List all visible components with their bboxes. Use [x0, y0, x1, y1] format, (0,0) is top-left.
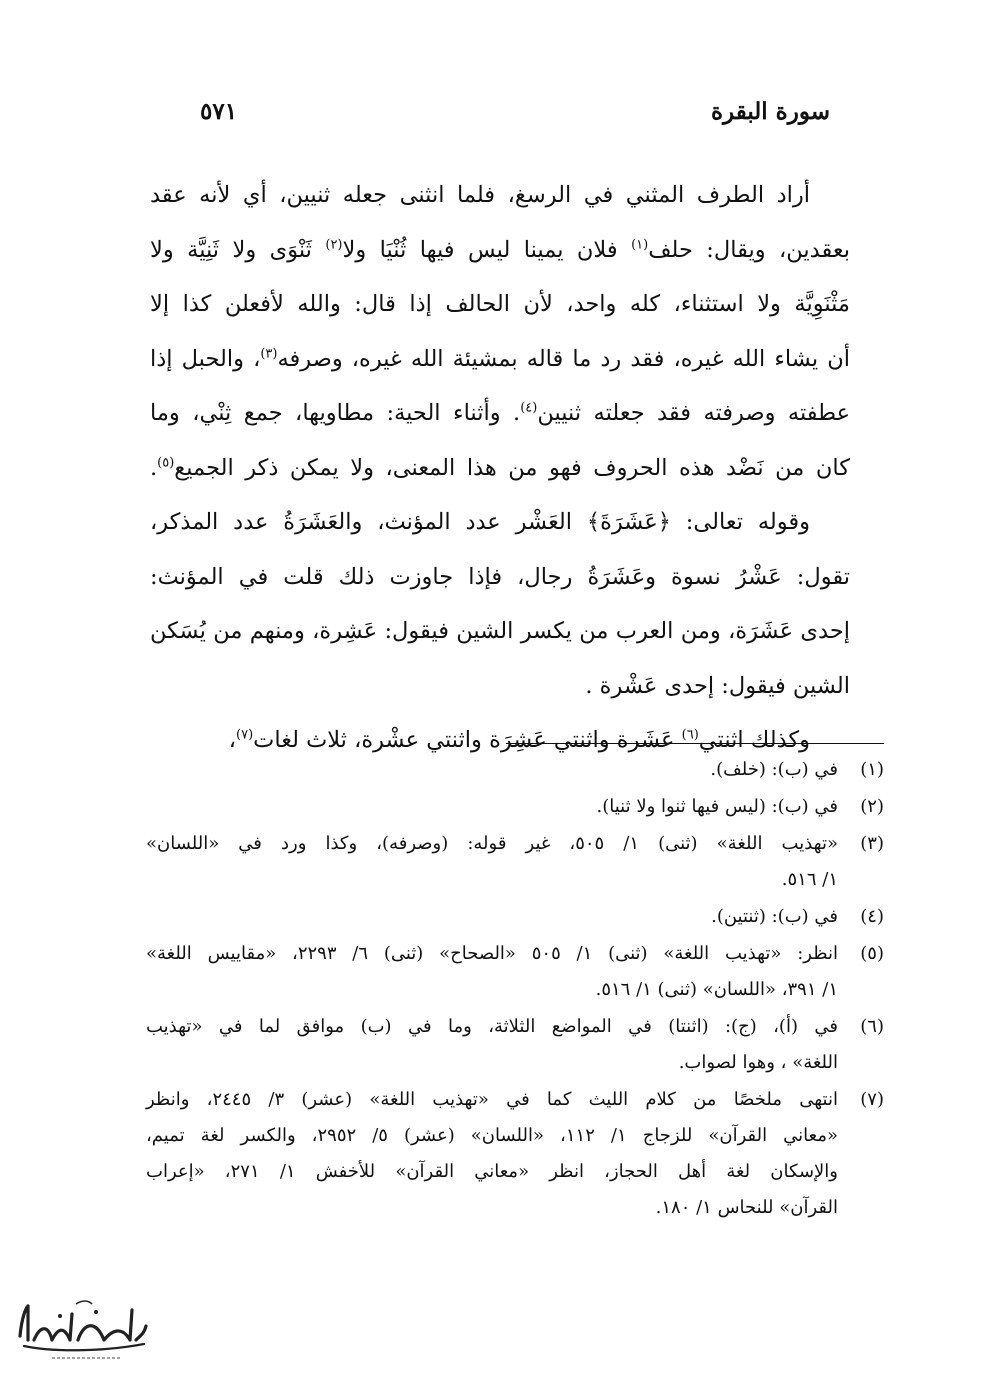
footnote-text: ١/ ٥١٦.	[781, 869, 838, 890]
footnote	[146, 789, 884, 825]
footnote	[146, 752, 884, 788]
footnote-number: (٣)	[860, 833, 884, 854]
footnote-number: (٢)	[860, 796, 884, 817]
footnote-number: (٦)	[860, 1016, 884, 1037]
text-line: عطفته وصرفته فقد جعلته ثنيين$^{(٤)}$. وأثناء الحية: مطاويها، جمع ثِنْي، وما	[150, 400, 850, 426]
footnote-text: اللغة» ، وهوا لصواب.	[678, 1052, 838, 1073]
surah-title: سورة البقرة	[710, 98, 830, 125]
footnote-marker: (٧)	[236, 727, 254, 743]
footnote-text: في (ب): (ليس فيها ثنوا ولا ثنيا).	[596, 796, 838, 817]
footnote-text: انتهى ملخصًا من كلام الليث كما في «تهذيب اللغة» (عشر) ٣/ ٢٤٤٥، وانظر	[146, 1089, 838, 1110]
text-line: الشين فيقول: إحدى عَشْرة .	[585, 672, 850, 699]
text-line: مَثْنَوِيَّة ولا استثناء، كله واحد، لأن الحالف إذا قال: والله لأفعلن كذا إلا	[150, 291, 850, 317]
footnote-text: القرآن» للنحاس ١/ ١٨٠.	[655, 1197, 838, 1218]
page-header	[200, 98, 830, 138]
page-number: ٥٧١	[200, 98, 238, 125]
text-line: أن يشاء الله غيره، فقد رد ما قاله بمشيئة الله غيره، وصرفه$^{(٣)}$، والحبل إذا	[150, 345, 850, 372]
main-text	[150, 168, 850, 768]
footnote	[146, 899, 884, 935]
footnote-marker: (٣)	[260, 346, 278, 361]
publisher-logo	[12, 1296, 152, 1366]
footnote-marker: (٦)	[681, 727, 699, 743]
footnote	[146, 826, 884, 898]
text-line: وكذلك اثنتي$^{(٦)}$ عَشَرة واثنتي عَشِرَة واثنتي عشْرة، ثلاث لغات$^{(٧)}$،	[228, 727, 810, 753]
footnote-text: في (أ)، (ج): (اثنتا) في المواضع الثلاثة، وما في (ب) موافق لما في «تهذيب	[146, 1016, 838, 1037]
footnote-marker: (٤)	[520, 400, 538, 416]
footnote-text: في (ب): (ثنتين).	[711, 906, 838, 927]
footnote	[146, 1009, 884, 1081]
text-line: تقول: عَشْرُ نسوة وعَشَرَةُ رجال، فإذا جاوزت ذلك قلت في المؤنث:	[150, 563, 850, 590]
footnote-number: (٥)	[860, 943, 884, 964]
footnote-number: (٤)	[860, 906, 884, 927]
footnote-separator	[506, 743, 884, 744]
footnote-marker: (١)	[631, 237, 649, 252]
text-line: أراد الطرف المثني في الرسغ، فلما انثنى جعله ثنيين، أي لأنه عقد	[150, 182, 810, 208]
text-line: وقوله تعالى: ﴿عَشَرَةَ﴾ العَشْر عدد المؤنث، والعَشَرَةُ عدد المذكر،	[150, 509, 810, 535]
text-line: كان من نَضْد هذه الحروف فهو من هذا المعنى، ولا يمكن ذكر الجميع$^{(٥)}$.	[150, 454, 850, 481]
footnote	[146, 1082, 884, 1226]
footnote-text: والإسكان لغة أهل الحجاز، انظر «معاني القرآن» للأخفش ١/ ٢٧١، «إعراب	[146, 1161, 838, 1182]
footnotes	[146, 752, 884, 1227]
footnote	[146, 936, 884, 1008]
footnote-text: في (ب): (خلف).	[710, 759, 838, 780]
footnote-text: «معاني القرآن» للزجاج ١/ ١١٢، «اللسان» (عشر) ٥/ ٢٩٥٢، والكسر لغة تميم،	[146, 1125, 838, 1146]
text-line: إحدى عَشَرَة، ومن العرب من يكسر الشين فيقول: عَشِرة، ومنهم من يُسَكن	[150, 618, 850, 644]
footnote-text: «تهذيب اللغة» (ثنى) ١/ ٥٠٥، غير قوله: (وصرفه)، وكذا ورد في «اللسان»	[146, 833, 838, 854]
footnote-text: ١/ ٣٩١، «اللسان» (ثنى) ١/ ٥١٦.	[595, 979, 838, 1000]
footnote-marker: (٥)	[157, 455, 175, 470]
text-line: بعقدين، ويقال: حلف$^{(١)}$ فلان يمينا ليس فيها ثُنْيَا ولا$^{(٢)}$ ثَنْوَى ولا ثَنِيَّة ولا	[150, 236, 850, 263]
footnote-number: (١)	[860, 759, 884, 780]
footnote-marker: (٢)	[325, 237, 343, 252]
footnote-number: (٧)	[860, 1089, 884, 1110]
footnote-text: انظر: «تهذيب اللغة» (ثنى) ١/ ٥٠٥ «الصحاح» (ثنى) ٦/ ٢٢٩٣، «مقاييس اللغة»	[146, 943, 838, 964]
